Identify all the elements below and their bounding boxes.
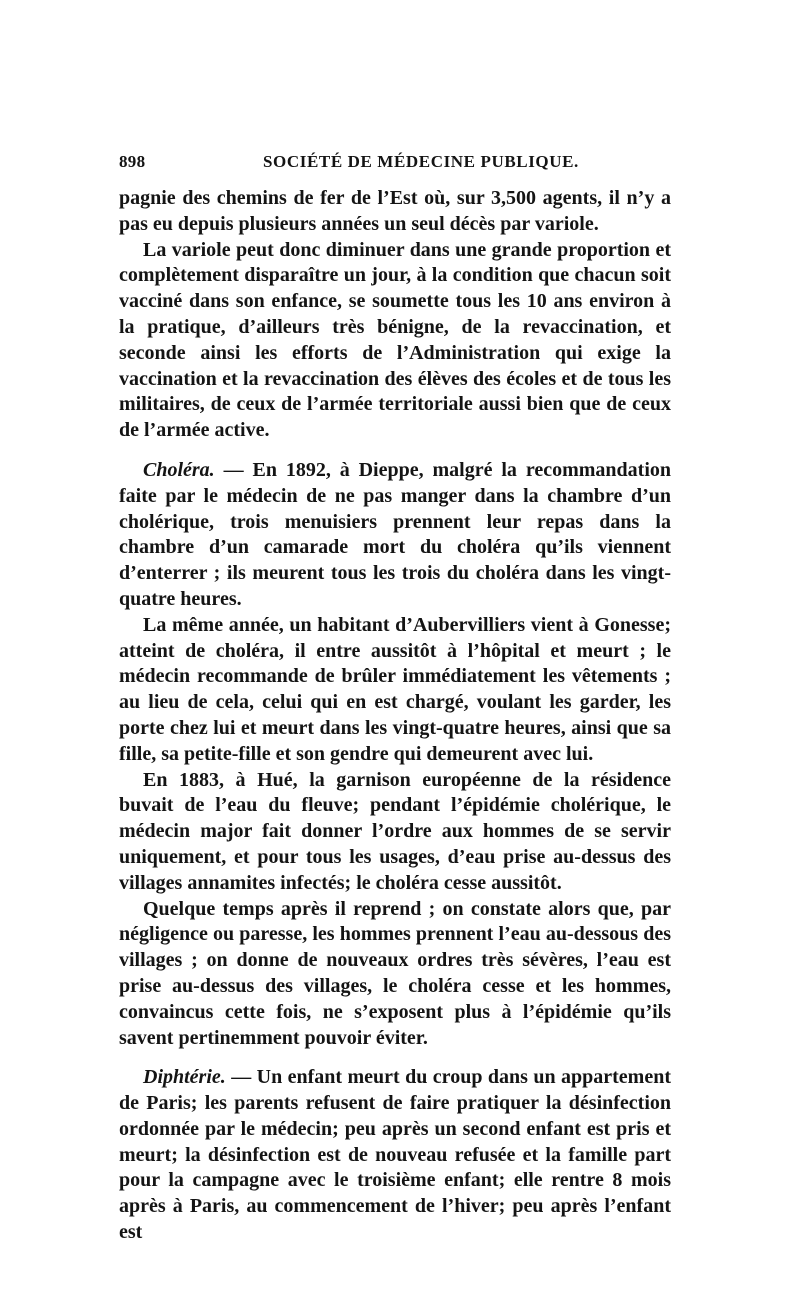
paragraph-variole — [119, 238, 671, 444]
paragraph-text: En 1883, à Hué, la garnison européenne de la résidence buvait de l’eau du fleuve; pendant l’épidémie cholérique, le médecin major fait donner l’ordre aux hommes de se servir uniquement, et pour tous les usages, d’eau prise au-dessus des villages annamites infectés; le choléra cesse aussitôt. — [119, 768, 671, 894]
running-title: SOCIÉTÉ DE MÉDECINE PUBLIQUE. — [263, 152, 579, 171]
paragraph-reprise — [119, 897, 671, 1052]
page-number: 898 — [119, 152, 146, 171]
paragraph-text: pagnie des chemins de fer de l’Est où, sur 3,500 agents, il n’y a pas eu depuis plusieurs années un seul décès par variole. — [119, 187, 671, 235]
page-header — [119, 152, 671, 178]
paragraph-text: — Un enfant meurt du croup dans un appartement de Paris; les parents refusent de faire pratiquer la désinfection ordonnée par le médecin; peu après un second enfant est pris et meurt; la désinfection est de nouveau refusée et la famille part pour la campagne avec le troisième enfant; elle rentre 8 mois après à Paris, au commencement de l’hiver; peu après l’enfant est — [119, 1066, 671, 1244]
paragraph-hue — [119, 768, 671, 897]
body-text — [119, 186, 671, 1246]
paragraph-cholera-section — [119, 458, 671, 613]
paragraph-text: La variole peut donc diminuer dans une grande proportion et complètement disparaître un jour, à la condition que chacun soit vacciné dans son enfance, se soumette tous les 10 ans environ à la pratique, d’ailleurs très bénigne, de la revaccination, et seconde ainsi les efforts de l’Administration qui exige la vaccination et la revaccination des élèves des écoles et de tous les militaires, de ceux de l’armée territoriale aussi bien que de ceux de l’armée active. — [119, 238, 671, 442]
paragraph-text: Quelque temps après il reprend ; on constate alors que, par négligence ou paresse, les hommes prennent l’eau au-dessous des villages ; on donne de nouveaux ordres très sévères, l’eau est prise au-dessus des villages, le choléra cesse et les hommes, convaincus cette fois, ne s’exposent plus à l’épidémie qu’ils savent pertinemment pouvoir éviter. — [119, 897, 671, 1049]
paragraph-text: — En 1892, à Dieppe, malgré la recommandation faite par le médecin de ne pas manger dans la chambre d’un cholérique, trois menuisiers prennent leur repas dans la chambre d’un camarade mort du choléra qu’ils viennent d’enterrer ; ils meurent tous les trois du choléra dans les vingt-quatre heures. — [119, 458, 671, 610]
section-heading-cholera: Choléra. — [143, 458, 215, 481]
book-page — [119, 152, 671, 1246]
paragraph-variole-continued — [119, 186, 671, 238]
paragraph-text: La même année, un habitant d’Aubervilliers vient à Gonesse; atteint de choléra, il entre aussitôt à l’hôpital et meurt ; le médecin recommande de brûler immédiatement les vêtements ; au lieu de cela, celui qui en est chargé, voulant les garder, les porte chez lui et meurt dans les vingt-quatre heures, ainsi que sa fille, sa petite-fille et son gendre qui demeurent avec lui. — [119, 613, 671, 765]
section-heading-diphterie: Diphtérie. — [143, 1066, 226, 1089]
paragraph-aubervilliers — [119, 613, 671, 768]
paragraph-diphterie-section — [119, 1065, 671, 1246]
